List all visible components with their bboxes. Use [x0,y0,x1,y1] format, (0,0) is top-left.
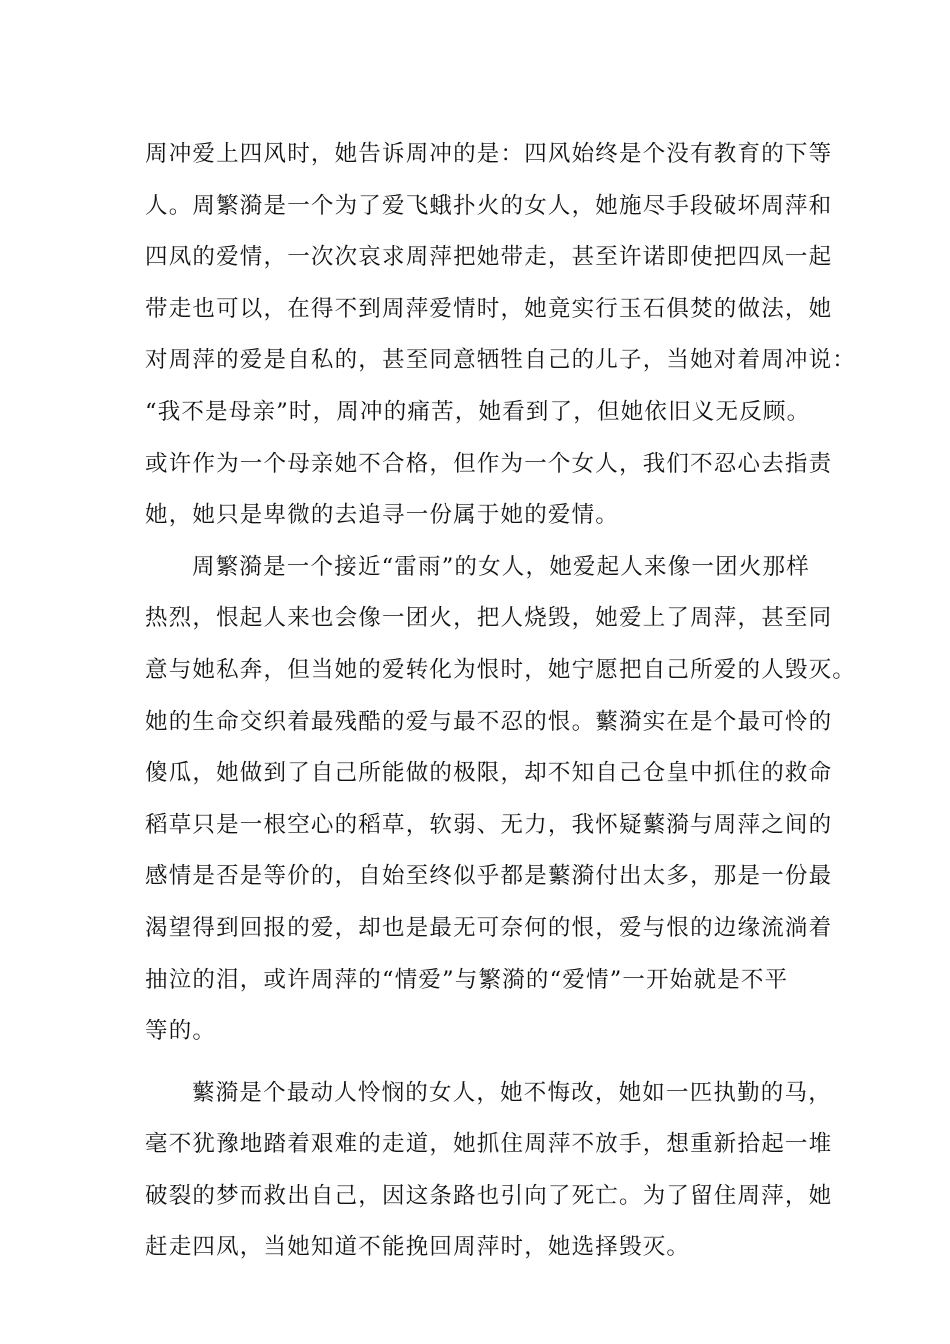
text-line: 渴望得到回报的爱，却也是最无可奈何的恨，爱与恨的边缘流淌着 [145,914,833,941]
body-text [145,129,857,1274]
paragraph-1 [145,129,857,542]
text-line: 她的生命交织着最残酷的爱与最不忍的恨。蘩漪实在是个最可怜的 [145,708,833,735]
text-line: 四凤的爱情，一次次哀求周萍把她带走，甚至许诺即使把四凤一起 [145,244,833,271]
text-line: 抽泣的泪，或许周萍的“情爱”与繁漪的“爱情”一开始就是不平 [145,966,789,993]
text-line: 意与她私奔，但当她的爱转化为恨时，她宁愿把自己所爱的人毁灭。 [145,656,857,683]
text-line: 赶走四凤，当她知道不能挽回周萍时，她选择毁灭。 [145,1234,691,1261]
text-line: 热烈，恨起人来也会像一团火，把人烧毁，她爱上了周萍，甚至同 [145,605,833,632]
text-line: 感情是否是等价的，自始至终似乎都是蘩漪付出太多，那是一份最 [145,863,833,890]
paragraph-spacer [145,1058,815,1068]
text-line: 等的。 [145,1018,217,1045]
paragraph-2 [145,542,857,1058]
text-line: 对周萍的爱是自私的，甚至同意牺牲自己的儿子，当她对着周冲说： [145,347,857,374]
text-line: 毫不犹豫地踏着艰难的走道，她抓住周萍不放手，想重新拾起一堆 [145,1131,833,1158]
text-line: 破裂的梦而救出自己，因这条路也引向了死亡。为了留住周萍，她 [145,1182,833,1209]
text-line: 周繁漪是一个接近“雷雨”的女人，她爱起人来像一团火那样 [192,553,810,580]
text-line: 或许作为一个母亲她不合格，但作为一个女人，我们不忍心去指责 [145,450,833,477]
text-line: 人。周繁漪是一个为了爱飞蛾扑火的女人，她施尽手段破坏周萍和 [145,192,833,219]
text-line: 带走也可以，在得不到周萍爱情时，她竟实行玉石俱焚的做法，她 [145,295,833,322]
text-line: “我不是母亲”时，周冲的痛苦，她看到了，但她依旧义无反顾。 [145,398,811,425]
text-line: 蘩漪是个最动人怜悯的女人，她不悔改，她如一匹执勤的马， [192,1079,832,1106]
paragraph-3 [145,1068,833,1274]
text-line: 她，她只是卑微的去追寻一份属于她的爱情。 [145,502,620,529]
text-line: 周冲爱上四风时，她告诉周冲的是：四风始终是个没有教育的下等 [145,141,833,167]
text-line: 傻瓜，她做到了自己所能做的极限，却不知自己仓皇中抓住的救命 [145,760,833,787]
text-line: 稻草只是一根空心的稻草，软弱、无力，我怀疑蘩漪与周萍之间的 [145,811,833,838]
